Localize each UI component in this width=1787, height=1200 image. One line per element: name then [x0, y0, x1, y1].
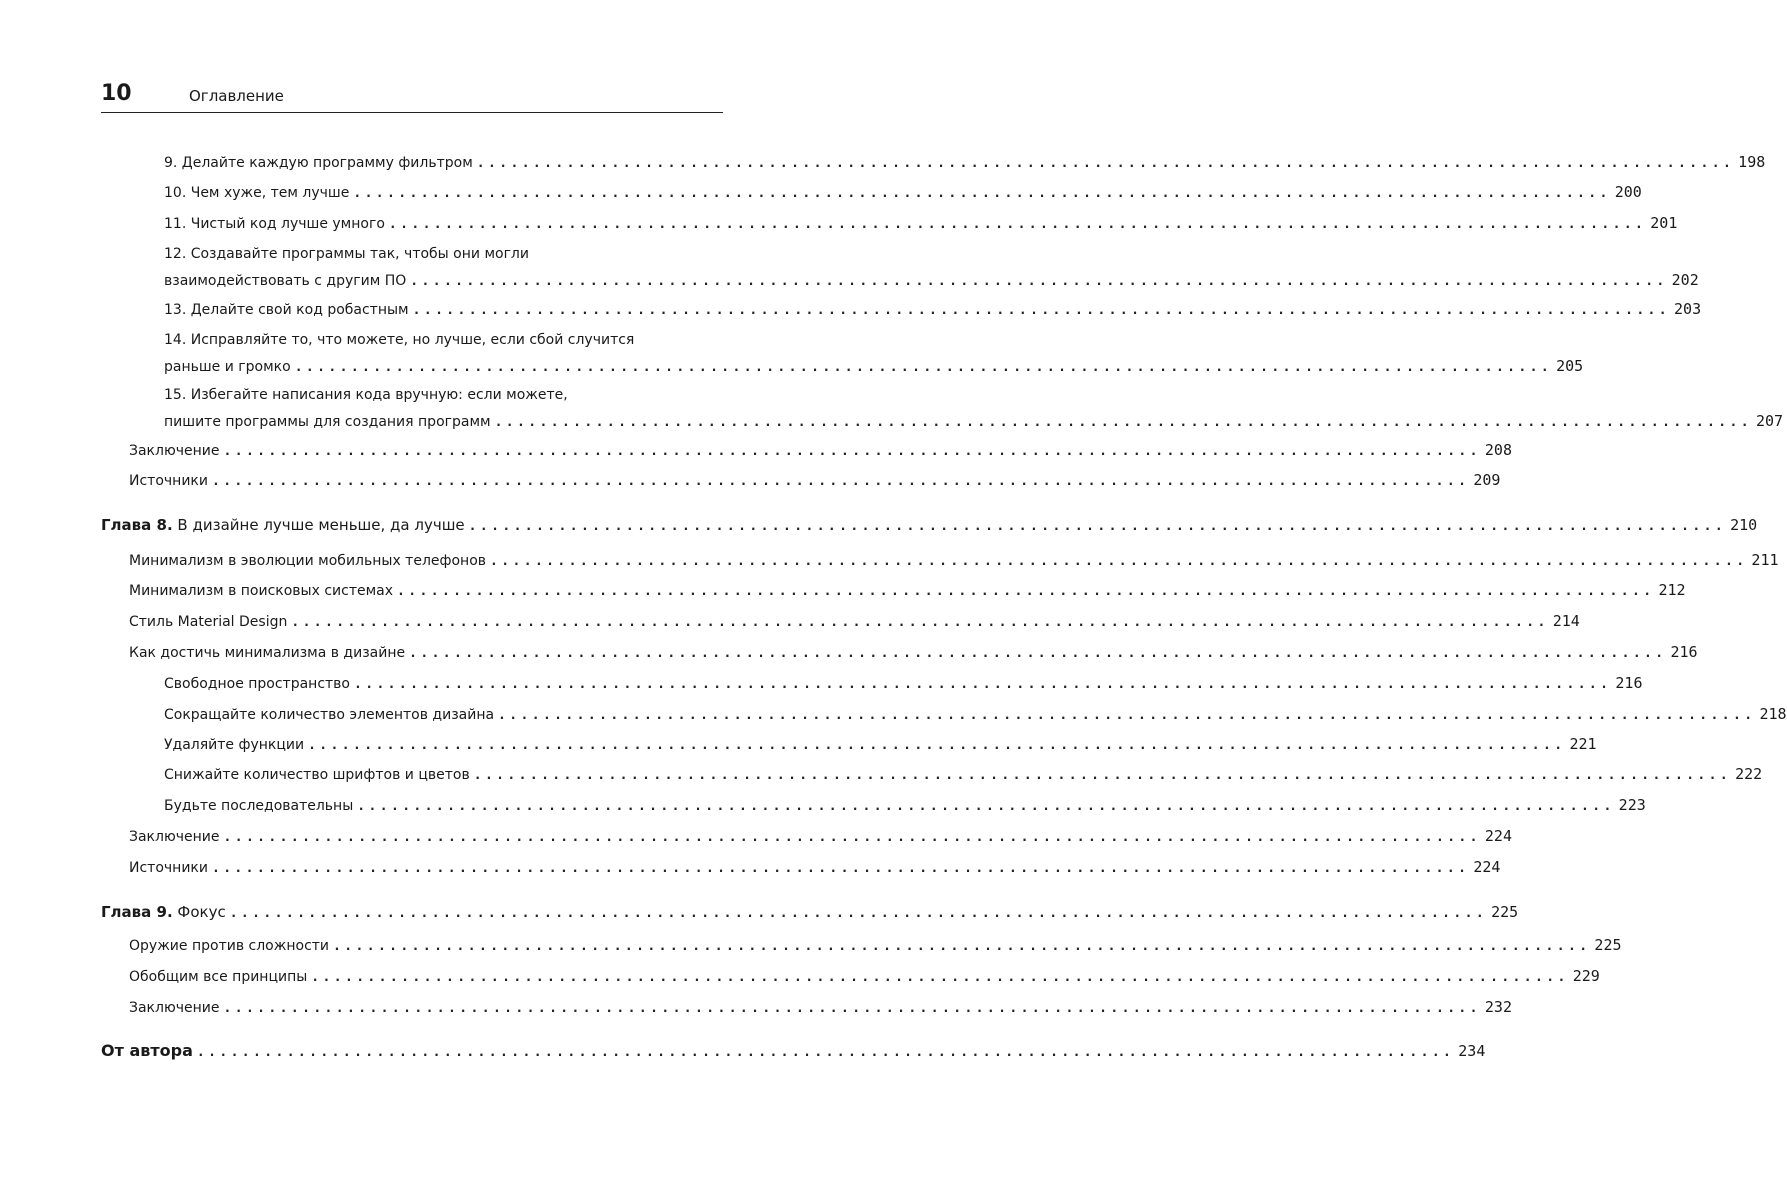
entry-page: 211 [1751, 551, 1779, 569]
dot-leader: ................................................................................................................ [333, 939, 1591, 954]
toc-entry[interactable] [164, 330, 1584, 378]
toc-entry[interactable] [164, 764, 1763, 786]
toc-entry[interactable] [164, 213, 1678, 235]
dot-leader: ................................................................................................................ [498, 708, 1756, 723]
dot-leader: ................................................................................................................ [473, 768, 1732, 783]
entry-title: Оружие против сложности [129, 938, 330, 954]
toc-entry[interactable] [164, 795, 1646, 817]
entry-title: взаимодействовать с другим ПО [164, 273, 407, 289]
dot-leader: ................................................................................................................ [354, 677, 1612, 692]
entry-page: 205 [1556, 357, 1584, 375]
toc-entry[interactable] [129, 550, 1779, 572]
entry-page: 200 [1614, 183, 1642, 201]
running-title: Оглавление [189, 87, 284, 105]
entry-page: 216 [1670, 643, 1698, 661]
toc-entry[interactable] [164, 182, 1642, 204]
entry-page: 202 [1671, 271, 1699, 289]
toc-entry[interactable] [129, 997, 1512, 1019]
entry-title: Минимализм в поисковых системах [129, 583, 394, 599]
entry-title: Свободное пространство [164, 676, 350, 692]
entry-title: Заключение [129, 1000, 220, 1016]
toc-entry[interactable] [164, 244, 1699, 292]
entry-page: 207 [1755, 412, 1784, 430]
toc-entry[interactable] [129, 642, 1698, 664]
dot-leader: ................................................................................................................ [223, 1001, 1481, 1016]
dot-leader: ................................................................................................................ [388, 217, 1647, 232]
toc-entry[interactable] [129, 935, 1622, 957]
entry-title-line: 14. Исправляйте то, что можете, но лучше, если сбой случится [164, 332, 635, 348]
entry-title: Как достичь минимализма в дизайне [129, 645, 406, 661]
entry-title-line: 12. Создавайте программы так, чтобы они могли [164, 246, 529, 262]
toc-entry[interactable] [129, 580, 1686, 602]
toc-entry[interactable] [164, 673, 1643, 695]
entry-page: 198 [1738, 153, 1766, 171]
dot-leader: ................................................................................................................ [353, 186, 1611, 201]
toc-entry[interactable] [164, 385, 1784, 433]
toc-entry[interactable] [129, 611, 1580, 633]
entry-page: 222 [1735, 765, 1763, 783]
dot-leader: ................................................................................................................ [211, 474, 1470, 489]
entry-title: Минимализм в эволюции мобильных телефонов [129, 553, 487, 569]
dot-leader: ................................................................................................................ [397, 584, 1655, 599]
dot-leader: ................................................................................................................ [229, 906, 1488, 921]
entry-page: 224 [1484, 827, 1512, 845]
entry-page: 210 [1730, 516, 1758, 534]
toc-entry[interactable] [129, 826, 1512, 848]
dot-leader: ................................................................................................................ [468, 519, 1727, 534]
entry-page: 229 [1572, 967, 1600, 985]
entry-page: 209 [1473, 471, 1501, 489]
toc-entry[interactable] [164, 704, 1787, 726]
dot-leader: ................................................................................................................ [410, 274, 1668, 289]
entry-title: пишите программы для создания программ [164, 414, 491, 430]
dot-leader: ................................................................................................................ [196, 1045, 1455, 1060]
entry-title: Сокращайте количество элементов дизайна [164, 707, 495, 723]
dot-leader: ................................................................................................................ [494, 415, 1752, 430]
dot-leader: ................................................................................................................ [223, 444, 1481, 459]
toc-entry[interactable] [164, 734, 1597, 756]
dot-leader: ................................................................................................................ [294, 360, 1553, 375]
entry-title: Снижайте количество шрифтов и цветов [164, 767, 470, 783]
entry-title: раньше и громко [164, 359, 291, 375]
entry-page: 203 [1674, 300, 1702, 318]
toc-entry-author[interactable] [101, 1041, 1486, 1063]
toc-chapter-8[interactable] [101, 515, 1758, 537]
entry-page: 218 [1759, 705, 1787, 723]
dot-leader: ................................................................................................................ [223, 830, 1481, 845]
toc-entry[interactable] [129, 857, 1501, 879]
toc-entry[interactable] [129, 470, 1501, 492]
dot-leader: ................................................................................................................ [311, 970, 1569, 985]
toc-entry[interactable] [164, 299, 1702, 321]
entry-page: 225 [1594, 936, 1622, 954]
dot-leader: ................................................................................................................ [412, 303, 1671, 318]
entry-page: 212 [1658, 581, 1686, 599]
entry-page: 208 [1484, 441, 1512, 459]
entry-title: 10. Чем хуже, тем лучше [164, 185, 350, 201]
entry-page: 216 [1615, 674, 1643, 692]
entry-title: Стиль Material Design [129, 614, 288, 630]
entry-title: 11. Чистый код лучше умного [164, 216, 385, 232]
page-number: 10 [101, 81, 132, 106]
entry-title: Источники [129, 473, 208, 489]
dot-leader: ................................................................................................................ [476, 156, 1735, 171]
chapter-label: Глава 9. [101, 903, 173, 921]
entry-title: Заключение [129, 443, 220, 459]
entry-title: Заключение [129, 829, 220, 845]
toc-entry[interactable] [129, 966, 1600, 988]
entry-title: От автора [101, 1041, 193, 1060]
entry-page: 234 [1458, 1042, 1486, 1060]
dot-leader: ................................................................................................................ [308, 738, 1566, 753]
toc-entry[interactable] [164, 152, 1766, 174]
chapter-title: В дизайне лучше меньше, да лучше [177, 516, 465, 534]
dot-leader: ................................................................................................................ [291, 615, 1549, 630]
entry-title: Будьте последовательны [164, 798, 354, 814]
toc-entry[interactable] [129, 440, 1512, 462]
entry-page: 223 [1618, 796, 1646, 814]
entry-page: 225 [1491, 903, 1519, 921]
entry-page: 232 [1484, 998, 1512, 1016]
entry-page: 214 [1552, 612, 1580, 630]
entry-page: 201 [1650, 214, 1678, 232]
entry-title: 13. Делайте свой код робастным [164, 302, 409, 318]
entry-title: Источники [129, 860, 208, 876]
dot-leader: ................................................................................................................ [490, 554, 1748, 569]
entry-title: Удаляйте функции [164, 737, 305, 753]
dot-leader: ................................................................................................................ [409, 646, 1667, 661]
entry-title: Обобщим все принципы [129, 969, 308, 985]
toc-chapter-9[interactable] [101, 902, 1519, 924]
dot-leader: ................................................................................................................ [211, 861, 1470, 876]
entry-page: 221 [1569, 735, 1597, 753]
chapter-title: Фокус [177, 903, 226, 921]
dot-leader: ................................................................................................................ [357, 799, 1615, 814]
entry-page: 224 [1473, 858, 1501, 876]
entry-title: 9. Делайте каждую программу фильтром [164, 155, 473, 171]
entry-title-line: 15. Избегайте написания кода вручную: если можете, [164, 387, 568, 403]
chapter-label: Глава 8. [101, 516, 173, 534]
